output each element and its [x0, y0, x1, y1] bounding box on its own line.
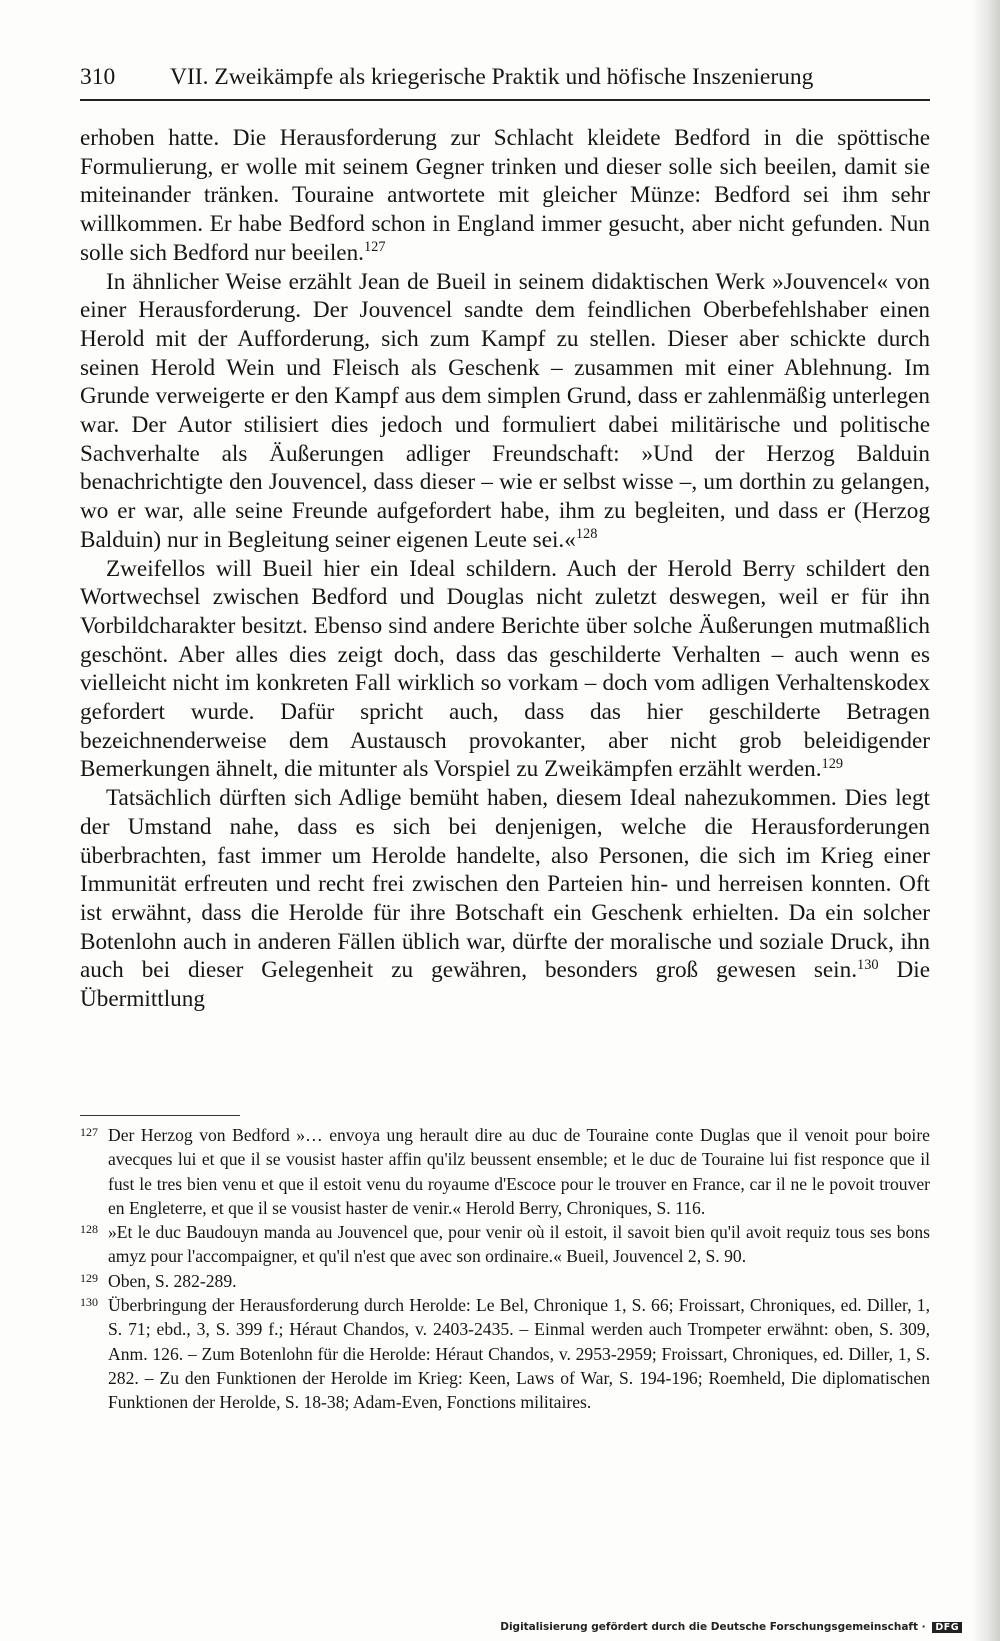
- footnote-rule: [80, 1115, 240, 1116]
- credit-text: Digitalisierung gefördert durch die Deutsche Forschungsgemeinschaft ·: [500, 1621, 926, 1633]
- footnote: [80, 1123, 930, 1220]
- footnote-text: »Et le duc Baudouyn manda au Jouvencel que, pour venir où il estoit, il savoit bien qu'il avoit requiz tous ses bons amyz pour l'accompaigner, et qu'il n'est que avec son ordinaire.« Bueil, Jouvencel 2, S. 90.: [108, 1222, 930, 1267]
- footnote: [80, 1293, 930, 1414]
- paragraph-1-text: erhoben hatte. Die Herausforderung zur Schlacht kleidete Bedford in die spöttische Formulierung, er wolle mit seinem Gegner trinken und dieser solle sich beeilen, damit sie miteinander tränken. Touraine antwortete mit gleicher Münze: Bedford sei ihm sehr willkommen. Er habe Bedford schon in England immer gesucht, aber nicht gefunden. Nun solle sich Bedford nur beeilen.: [80, 125, 930, 266]
- paragraph-4: [80, 784, 930, 1014]
- paragraph-3-text: Zweifellos will Bueil hier ein Ideal schildern. Auch der Herold Berry schildert den Wortwechsel zwischen Bedford und Douglas nicht zuletzt deswegen, weil er für ihn Vorbildcharakter besitzt. Ebenso sind andere Berichte über solche Äußerungen mutmaßlich geschönt. Aber alles dies zeigt doch, dass das geschilderte Verhalten – auch wenn es vielleicht nicht im konkreten Fall wirklich so vorkam – doch vom adligen Verhaltenskodex gefordert wurde. Dafür spricht auch, dass das hier geschilderte Betragen bezeichnenderweise dem Austausch provokanter, aber nicht grob beleidigender Bemerkungen ähnelt, die mitunter als Vorspiel zu Zweikämpfen erzählt werden.: [80, 555, 930, 783]
- main-text: [80, 124, 930, 1014]
- footnote-number: 130: [80, 1295, 98, 1310]
- page-number: 310: [80, 64, 116, 90]
- footnote-text: Oben, S. 282-289.: [108, 1270, 237, 1291]
- dfg-logo: DFG: [932, 1622, 962, 1633]
- paragraph-4-text: Tatsächlich dürften sich Adlige bemüht haben, diesem Ideal nahezukommen. Dies legt der Umstand nahe, dass es sich bei denjenigen, welche die Herausforderungen überbrachten, fast immer um Herolde handelte, also Personen, die sich im Krieg einer Immunität erfreuten und recht frei zwischen den Parteien hin- und herreisen konnten. Oft ist erwähnt, dass die Herolde für ihre Botschaft ein Geschenk erhielten. Da ein solcher Botenlohn auch in anderen Fällen üblich war, dürfte der moralische und soziale Druck, ihn auch bei dieser Gelegenheit zu gewähren, besonders groß gewesen sein.: [80, 785, 930, 984]
- footnote-ref-128[interactable]: 128: [575, 526, 598, 543]
- paragraph-1: [80, 124, 930, 268]
- footnote: [80, 1269, 930, 1293]
- paragraph-2: [80, 268, 930, 555]
- paragraph-3: [80, 555, 930, 785]
- footnote-text: Überbringung der Herausforderung durch Herolde: Le Bel, Chronique 1, S. 66; Froissart, Chroniques, ed. Diller, 1, S. 71; ebd., 3, S. 399 f.; Héraut Chandos, v. 2403-2435. – Einmal werden auch Trompeter erwähnt: oben, S. 309, Anm. 126. – Zum Botenlohn für die Herolde: Héraut Chandos, v. 2953-2959; Froissart, Chroniques, ed. Diller, 1, S. 282. – Zu den Funktionen der Herolde im Krieg: Keen, Laws of War, S. 194-196; Roemheld, Die diplomatischen Funktionen der Herolde, S. 18-38; Adam-Even, Fonctions militaires.: [108, 1295, 930, 1413]
- footnote-number: 127: [80, 1125, 98, 1139]
- paragraph-2-text: In ähnlicher Weise erzählt Jean de Bueil in seinem didaktischen Werk »Jouvencel« von einer Herausforderung. Der Jouvencel sandte dem feindlichen Oberbefehlshaber einen Herold mit der Aufforderung, sich zum Kampf zu stellen. Dieser aber schickte durch seinen Herold Wein und Fleisch als Geschenk – zusammen mit einer Ablehnung. Im Grunde verweigerte er den Kampf aus dem simplen Grund, dass er zahlenmäßig unterlegen war. Der Autor stilisiert dies jedoch und formuliert dabei militärische und politische Sachverhalte als Äußerungen adliger Freundschaft: »Und der Herzog Balduin benachrichtigte den Jouvencel, dass dieser – wie er selbst wisse –, um dorthin zu gelangen, wo er war, alle seine Freunde aufgefordert habe, ihm zu begleiten, und dass er (Herzog Balduin) nur in Begleitung seiner eigenen Leute sei.«: [80, 268, 930, 553]
- footnote-text: Der Herzog von Bedford »… envoya ung herault dire au duc de Touraine conte Duglas que il venoit pour boire avecques lui et que il se vousist haster affin qu'ilz beussent ensemble; et le duc de Touraine lui fist responce que il fust le tres bien venu et que il estoit venu du royaume d'Escoce pour le trouver en France, car il ne le povoit trouver en Engleterre, et que il se vousist haster de venir.« Herold Berry, Chroniques, S. 116.: [108, 1125, 930, 1218]
- chapter-title: VII. Zweikämpfe als kriegerische Praktik und höfische Inszenierung: [170, 64, 814, 90]
- digitization-credit: [500, 1621, 962, 1633]
- page-edge-shadow: [972, 0, 1000, 1641]
- footnote-number: 129: [80, 1270, 98, 1285]
- running-header: [80, 64, 930, 94]
- footnotes: [80, 1123, 930, 1415]
- header-rule: [80, 99, 930, 101]
- footnote-ref-130[interactable]: 130: [857, 956, 879, 973]
- footnote-number: 128: [80, 1222, 98, 1237]
- footnote: [80, 1220, 930, 1269]
- paragraph-4-tail: Die Übermittlung: [80, 957, 931, 1013]
- footnote-ref-127[interactable]: 127: [363, 239, 386, 256]
- footnote-ref-129[interactable]: 129: [821, 755, 844, 772]
